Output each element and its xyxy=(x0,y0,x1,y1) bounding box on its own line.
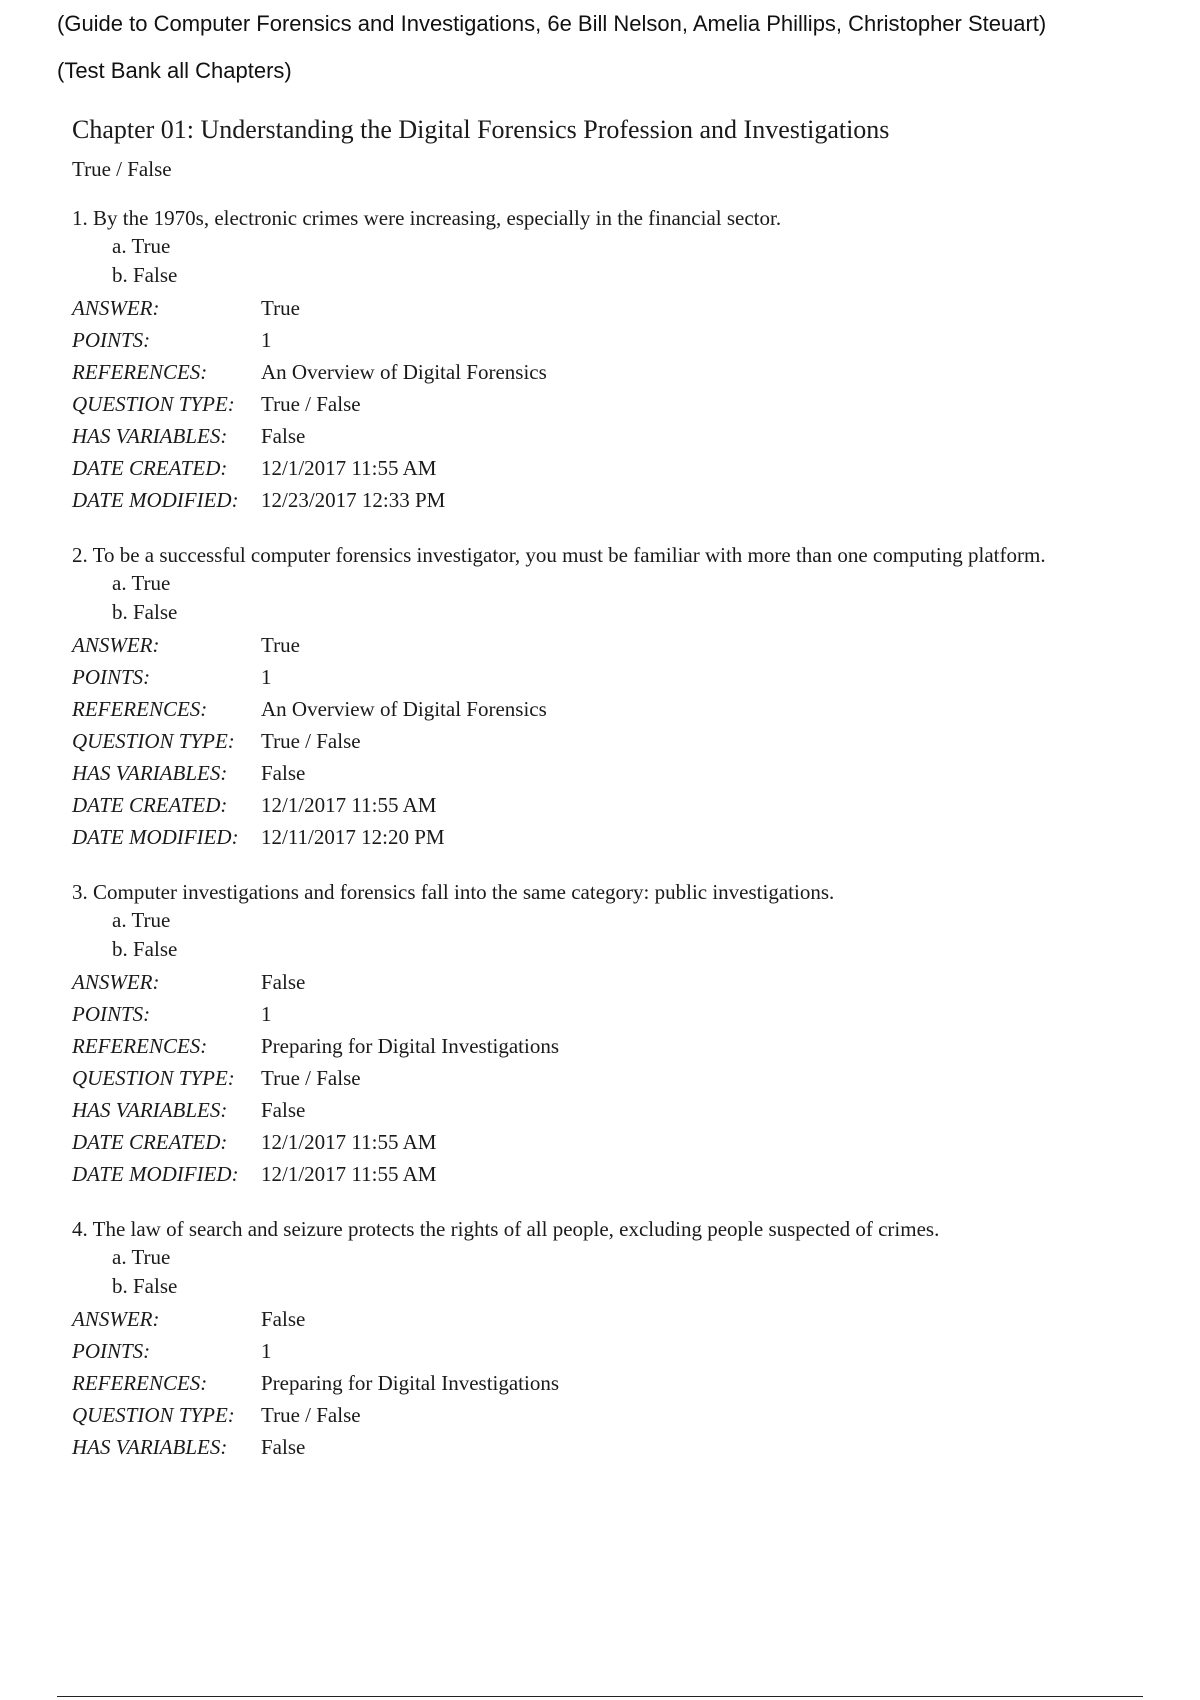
metadata-row xyxy=(72,292,1162,324)
question-block xyxy=(72,1215,1162,1463)
metadata-key: HAS VARIABLES: xyxy=(72,424,228,448)
metadata-row xyxy=(72,1303,1162,1335)
metadata-value: 12/1/2017 11:55 AM xyxy=(261,793,437,817)
metadata-key: ANSWER: xyxy=(72,633,160,657)
metadata-key: REFERENCES: xyxy=(72,360,208,384)
metadata-value: False xyxy=(261,761,306,785)
question-text: 1. By the 1970s, electronic crimes were increasing, especially in the financial sector. xyxy=(72,206,782,230)
answer-option: a. True xyxy=(112,571,171,595)
metadata-value: 1 xyxy=(261,328,272,352)
metadata-value: 12/1/2017 11:55 AM xyxy=(261,1130,437,1154)
metadata-row xyxy=(72,356,1162,388)
metadata-value: False xyxy=(261,1307,306,1331)
metadata-row xyxy=(72,452,1162,484)
metadata-value: An Overview of Digital Forensics xyxy=(261,360,547,384)
metadata-row xyxy=(72,1335,1162,1367)
metadata-key: QUESTION TYPE: xyxy=(72,729,235,753)
answer-options xyxy=(72,1243,1162,1301)
metadata-value: True / False xyxy=(261,1403,361,1427)
metadata-row xyxy=(72,757,1162,789)
metadata-row xyxy=(72,1094,1162,1126)
metadata-value: True xyxy=(261,296,300,320)
question-metadata xyxy=(72,1303,1162,1463)
metadata-key: DATE CREATED: xyxy=(72,793,228,817)
metadata-key: DATE CREATED: xyxy=(72,456,228,480)
metadata-value: 12/1/2017 11:55 AM xyxy=(261,1162,437,1186)
metadata-value: False xyxy=(261,1098,306,1122)
metadata-row xyxy=(72,629,1162,661)
question-block xyxy=(72,541,1162,853)
metadata-row xyxy=(72,661,1162,693)
metadata-key: ANSWER: xyxy=(72,296,160,320)
metadata-value: True / False xyxy=(261,392,361,416)
question-text: 3. Computer investigations and forensics fall into the same category: public investigations. xyxy=(72,880,835,904)
metadata-value: 1 xyxy=(261,1339,272,1363)
question-block xyxy=(72,204,1162,516)
metadata-key: HAS VARIABLES: xyxy=(72,761,228,785)
metadata-value: False xyxy=(261,424,306,448)
metadata-value: An Overview of Digital Forensics xyxy=(261,697,547,721)
metadata-value: True / False xyxy=(261,729,361,753)
metadata-row xyxy=(72,789,1162,821)
metadata-value: 1 xyxy=(261,1002,272,1026)
metadata-key: DATE CREATED: xyxy=(72,1130,228,1154)
metadata-row xyxy=(72,821,1162,853)
metadata-key: REFERENCES: xyxy=(72,1034,208,1058)
metadata-key: QUESTION TYPE: xyxy=(72,392,235,416)
answer-option: b. False xyxy=(112,1274,178,1298)
answer-option: b. False xyxy=(112,937,178,961)
question-text: 4. The law of search and seizure protects the rights of all people, excluding people suspected of crimes. xyxy=(72,1217,940,1241)
metadata-row xyxy=(72,1367,1162,1399)
metadata-value: 12/23/2017 12:33 PM xyxy=(261,488,446,512)
metadata-key: QUESTION TYPE: xyxy=(72,1066,235,1090)
metadata-key: POINTS: xyxy=(72,1002,151,1026)
metadata-row xyxy=(72,1158,1162,1190)
test-bank-page xyxy=(72,112,1162,1488)
question-metadata xyxy=(72,629,1162,853)
metadata-key: POINTS: xyxy=(72,328,151,352)
chapter-title: Chapter 01: Understanding the Digital Forensics Profession and Investigations xyxy=(72,115,890,144)
metadata-key: POINTS: xyxy=(72,665,151,689)
metadata-row xyxy=(72,966,1162,998)
document-header-subtitle: (Test Bank all Chapters) xyxy=(57,58,292,83)
metadata-row xyxy=(72,388,1162,420)
metadata-row xyxy=(72,1030,1162,1062)
metadata-value: 12/1/2017 11:55 AM xyxy=(261,456,437,480)
metadata-value: True / False xyxy=(261,1066,361,1090)
metadata-value: Preparing for Digital Investigations xyxy=(261,1034,560,1058)
metadata-key: REFERENCES: xyxy=(72,1371,208,1395)
metadata-key: DATE MODIFIED: xyxy=(72,1162,239,1186)
metadata-row xyxy=(72,324,1162,356)
question-text: 2. To be a successful computer forensics investigator, you must be familiar with more than one computing platform. xyxy=(72,543,1046,567)
metadata-row xyxy=(72,420,1162,452)
metadata-key: HAS VARIABLES: xyxy=(72,1435,228,1459)
question-list xyxy=(72,204,1162,1463)
footer-divider xyxy=(57,1696,1143,1697)
section-label: True / False xyxy=(72,157,172,181)
answer-option: a. True xyxy=(112,908,171,932)
metadata-value: False xyxy=(261,970,306,994)
answer-options xyxy=(72,569,1162,627)
metadata-row xyxy=(72,693,1162,725)
metadata-value: False xyxy=(261,1435,306,1459)
metadata-key: DATE MODIFIED: xyxy=(72,825,239,849)
metadata-row xyxy=(72,1062,1162,1094)
metadata-key: ANSWER: xyxy=(72,970,160,994)
metadata-row xyxy=(72,484,1162,516)
metadata-value: True xyxy=(261,633,300,657)
metadata-key: POINTS: xyxy=(72,1339,151,1363)
metadata-row xyxy=(72,1399,1162,1431)
metadata-row xyxy=(72,1126,1162,1158)
metadata-key: HAS VARIABLES: xyxy=(72,1098,228,1122)
answer-option: a. True xyxy=(112,234,171,258)
metadata-value: 1 xyxy=(261,665,272,689)
answer-options xyxy=(72,232,1162,290)
question-metadata xyxy=(72,292,1162,516)
answer-option: a. True xyxy=(112,1245,171,1269)
answer-option: b. False xyxy=(112,600,178,624)
metadata-row xyxy=(72,1431,1162,1463)
document-header-title: (Guide to Computer Forensics and Investigations, 6e Bill Nelson, Amelia Phillips, Christopher Steuart) xyxy=(57,11,1047,36)
metadata-value: 12/11/2017 12:20 PM xyxy=(261,825,445,849)
answer-options xyxy=(72,906,1162,964)
metadata-key: REFERENCES: xyxy=(72,697,208,721)
metadata-row xyxy=(72,998,1162,1030)
question-block xyxy=(72,878,1162,1190)
metadata-key: ANSWER: xyxy=(72,1307,160,1331)
answer-option: b. False xyxy=(112,263,178,287)
metadata-value: Preparing for Digital Investigations xyxy=(261,1371,560,1395)
question-metadata xyxy=(72,966,1162,1190)
metadata-row xyxy=(72,725,1162,757)
metadata-key: QUESTION TYPE: xyxy=(72,1403,235,1427)
metadata-key: DATE MODIFIED: xyxy=(72,488,239,512)
